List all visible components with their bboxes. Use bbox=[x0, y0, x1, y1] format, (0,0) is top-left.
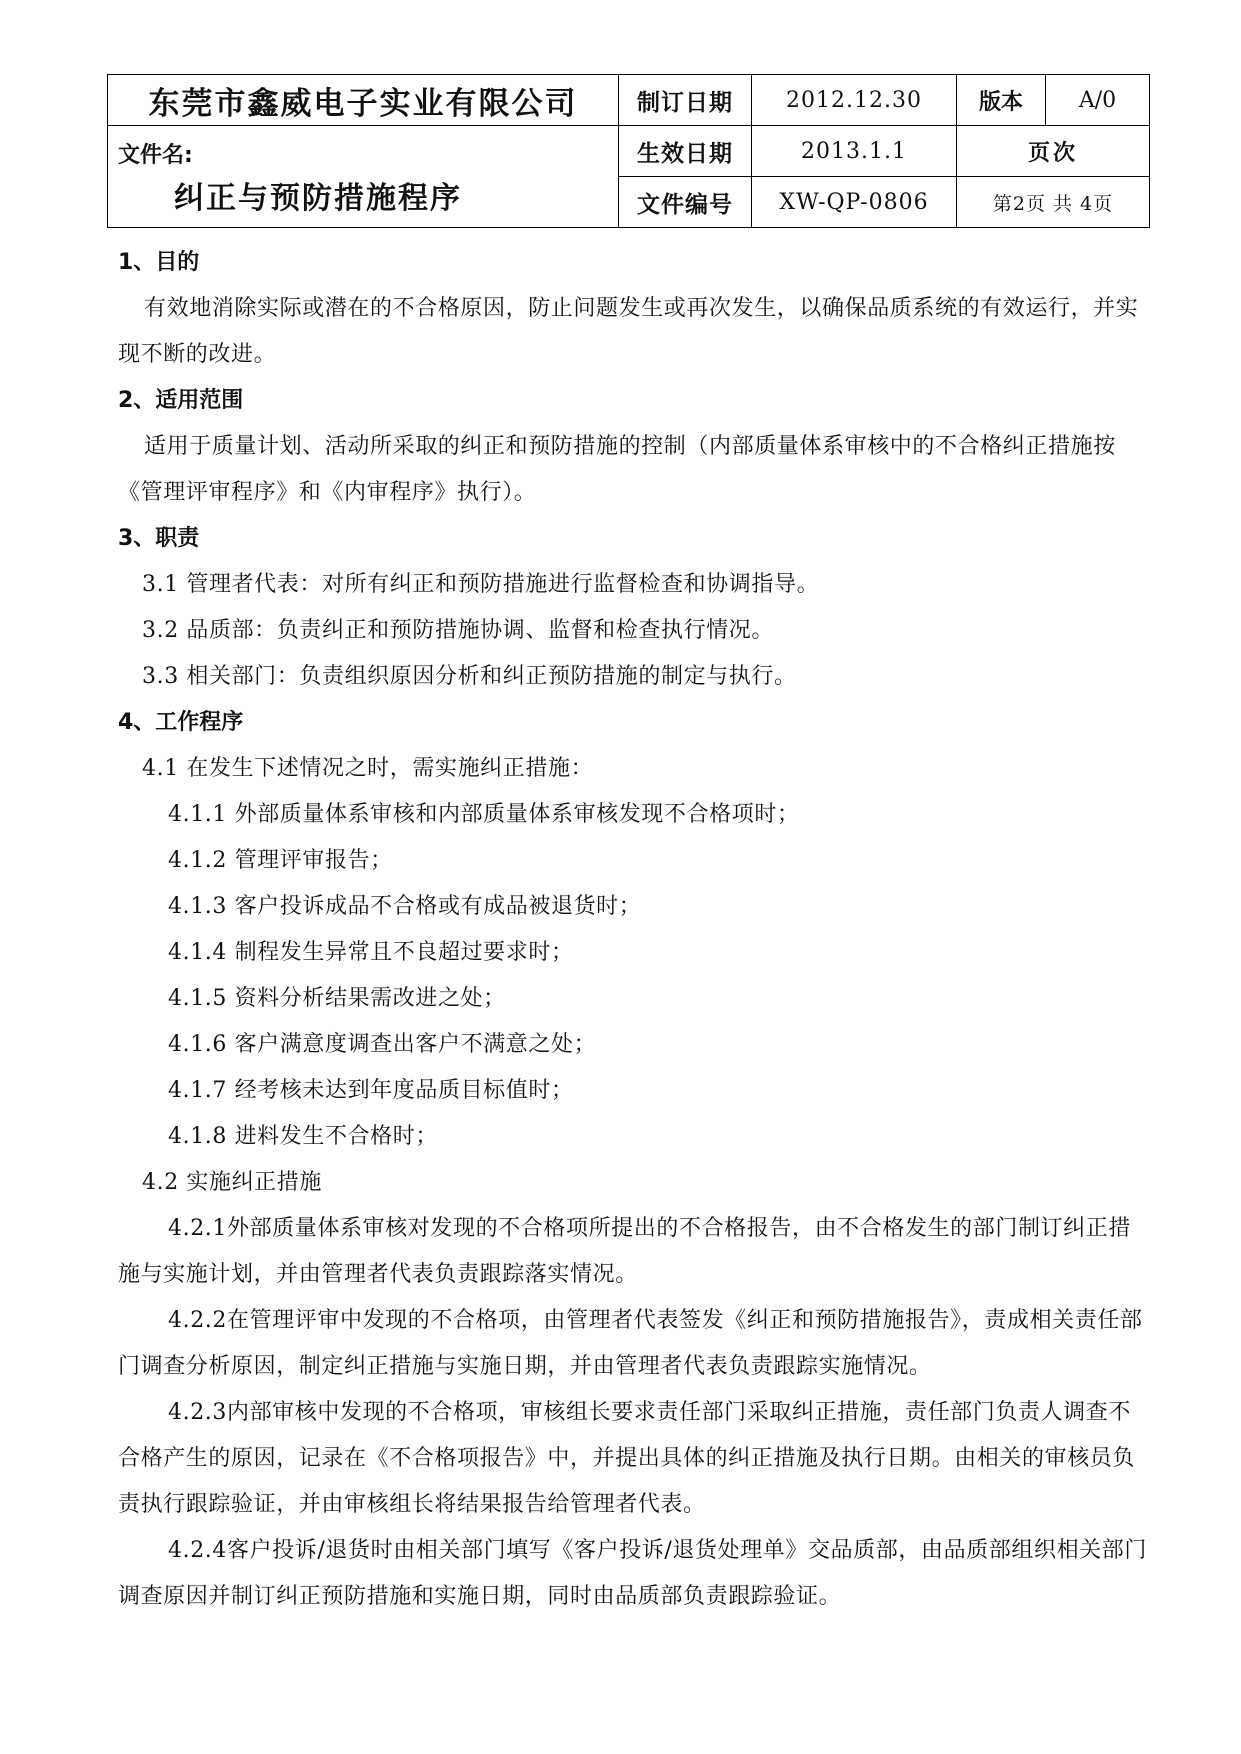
doc-no-value: XW-QP-0806 bbox=[752, 177, 957, 228]
section-heading-purpose: 1、目的 bbox=[118, 250, 200, 275]
version-label: 版本 bbox=[957, 75, 1046, 126]
procedure-condition: 4.1.2 管理评审报告； bbox=[168, 848, 393, 873]
document-header bbox=[107, 74, 1150, 227]
doc-name: 纠正与预防措施程序 bbox=[174, 181, 462, 216]
procedure-condition: 4.1.1 外部质量体系审核和内部质量体系审核发现不合格项时； bbox=[168, 802, 800, 827]
purpose-text: 有效地消除实际或潜在的不合格原因，防止问题发生或再次发生，以确保品质系统的有效运行，并实现不断的改进。 bbox=[118, 296, 1139, 367]
responsibility-item: 3.2 品质部：负责纠正和预防措施协调、监督和检查执行情况。 bbox=[142, 618, 774, 643]
page-number: 第2页 共 4页 bbox=[957, 177, 1150, 228]
company-name: 东莞市鑫威电子实业有限公司 bbox=[108, 75, 619, 126]
section-heading-responsibility: 3、职责 bbox=[118, 526, 200, 551]
procedure-condition: 4.1.4 制程发生异常且不良超过要求时； bbox=[168, 940, 574, 965]
responsibility-item: 3.1 管理者代表：对所有纠正和预防措施进行监督检查和协调指导。 bbox=[142, 572, 820, 597]
responsibility-item: 3.3 相关部门：负责组织原因分析和纠正预防措施的制定与执行。 bbox=[142, 664, 797, 689]
procedure-paragraph: 4.2.4客户投诉/退货时由相关部门填写《客户投诉/退货处理单》交品质部，由品质部组织相关部门调查原因并制订纠正预防措施和实施日期，同时由品质部负责跟踪验证。 bbox=[118, 1538, 1148, 1609]
doc-no-label: 文件编号 bbox=[619, 177, 752, 228]
doc-name-cell bbox=[108, 126, 619, 228]
effective-date-value: 2013.1.1 bbox=[752, 126, 957, 177]
issue-date-value: 2012.12.30 bbox=[752, 75, 957, 126]
procedure-condition: 4.1.3 客户投诉成品不合格或有成品被退货时； bbox=[168, 894, 642, 919]
procedure-condition: 4.1.6 客户满意度调查出客户不满意之处； bbox=[168, 1032, 597, 1057]
document-body bbox=[118, 240, 1148, 1620]
procedure-condition: 4.1.7 经考核未达到年度品质目标值时； bbox=[168, 1078, 574, 1103]
procedure-subheading: 4.2 实施纠正措施 bbox=[142, 1170, 322, 1195]
procedure-condition: 4.1.8 进料发生不合格时； bbox=[168, 1124, 438, 1149]
header-table bbox=[107, 74, 1150, 228]
issue-date-label: 制订日期 bbox=[619, 75, 752, 126]
doc-name-label: 文件名: bbox=[118, 143, 193, 168]
procedure-condition: 4.1.5 资料分析结果需改进之处； bbox=[168, 986, 506, 1011]
procedure-subheading: 4.1 在发生下述情况之时，需实施纠正措施： bbox=[142, 756, 594, 781]
section-heading-procedure: 4、工作程序 bbox=[118, 710, 244, 735]
version-value: A/0 bbox=[1046, 75, 1150, 126]
section-heading-scope: 2、适用范围 bbox=[118, 388, 244, 413]
procedure-paragraph: 4.2.2在管理评审中发现的不合格项，由管理者代表签发《纠正和预防措施报告》，责成相关责任部门调查分析原因，制定纠正措施与实施日期，并由管理者代表负责跟踪实施情况。 bbox=[118, 1308, 1143, 1379]
effective-date-label: 生效日期 bbox=[619, 126, 752, 177]
scope-text: 适用于质量计划、活动所采取的纠正和预防措施的控制（内部质量体系审核中的不合格纠正措施按《管理评审程序》和《内审程序》执行）。 bbox=[118, 434, 1116, 505]
procedure-paragraph: 4.2.1外部质量体系审核对发现的不合格项所提出的不合格报告，由不合格发生的部门制订纠正措施与实施计划，并由管理者代表负责跟踪落实情况。 bbox=[118, 1216, 1131, 1287]
page-label: 页次 bbox=[957, 126, 1150, 177]
procedure-paragraph: 4.2.3内部审核中发现的不合格项，审核组长要求责任部门采取纠正措施，责任部门负责人调查不合格产生的原因，记录在《不合格项报告》中，并提出具体的纠正措施及执行日期。由相关的审核员负责执行跟踪验证，并由审核组长将结果报告给管理者代表。 bbox=[118, 1400, 1136, 1517]
